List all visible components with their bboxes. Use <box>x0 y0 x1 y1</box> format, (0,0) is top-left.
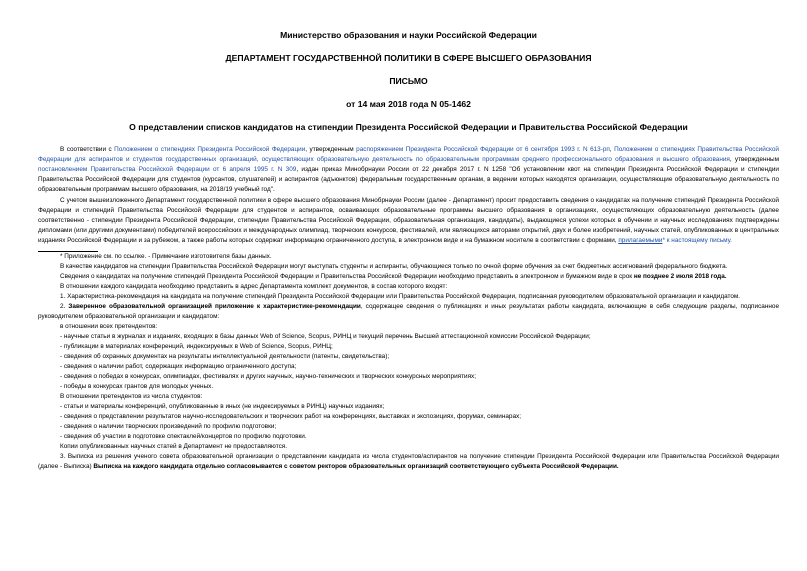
footnote: * Приложение см. по ссылке. - Примечание изготовителя базы данных. <box>60 253 272 260</box>
link-resolution-309[interactable]: постановлением Правительства Российской Федерации от 6 апреля 1995 г. N 309 <box>38 166 297 173</box>
paragraph-6: 1. Характеристика-рекомендация на кандидата на получение стипендий Президента Российской Федерации или Правительства Российской Федерации, подписанная руководителем образовательной организации и кандидатом. <box>60 293 741 300</box>
list-item: - статьи и материалы конференций, опубликованные в иных (не индексируемых в РИНЦ) научных изданиях; <box>60 403 385 410</box>
copies-note: Копии опубликованных научных статей в Департамент не предоставляются. <box>60 443 287 450</box>
deadline: не позднее 2 июля 2018 года. <box>633 273 727 280</box>
paragraph-7: 2. Заверенное образовательной организацией приложение к характеристике-рекомендации, содержащее сведения о публикациях и иных результатах работы кандидата, включающие в себя следующие разделы, подписанное руководителем образовательной организации и кандидатом: <box>38 303 779 320</box>
list-item: - сведения об участии в подготовке спектаклей/концертов по профилю подготовки. <box>60 433 307 440</box>
paragraph-5: В отношении каждого кандидата необходимо представить в адрес Департамента комплект документов, в состав которого входят: <box>60 283 448 290</box>
list-item: - сведения о наличии творческих произведений по профилю подготовки; <box>60 423 277 430</box>
doc-subject: О представлении списков кандидатов на стипендии Президента Российской Федерации и Правительства Российской Федерации <box>129 122 688 132</box>
paragraph-2: С учетом вышеизложенного Департамент государственной политики в сфере высшего образования Минобрнауки России (далее - Департамент) просит предоставить сведения о кандидатах на получение стипендий Президента Российской Федерации и стипендий Правительства Российской Федерации для студентов и аспирантов, осваивающих образовательные программы высшего образования в организациях, осуществляющих образовательную деятельность (далее соответственно - стипендии Президента Российской Федерации, стипендии Правительства Российской Федерации, образовательная организация, кандидаты), выдающиеся успехи которых в обучении и научных исследованиях подтверждены дипломами (или другими документами) победителей всероссийских и международных олимпиад, творческих конкурсов, фестивалей, или являющихся авторами открытий, двух и более изобретений, научных статей, опубликованных в центральных изданиях Российской Федерации и за рубежом, а также работы которых содержат информацию ограниченного доступа, в электронном виде и на бумажном носителе в соответствии с формами, прилагаемыми* к настоящему письму. <box>38 197 779 244</box>
paragraph-3: В качестве кандидатов на стипендии Правительства Российской Федерации могут выступать студенты и аспиранты, обучающиеся только по очной форме обучения за счет бюджетных ассигнований федерального бюджета. <box>60 263 728 270</box>
list-item: - научные статьи в журналах и изданиях, входящих в базы данных Web of Science, Scopus, РИНЦ и текущий перечень Высшей аттестационной комиссии Российской Федерации; <box>60 333 591 340</box>
list-item: - сведения о наличии работ, содержащих информацию ограниченного доступа; <box>60 363 297 370</box>
paragraph-8: 3. Выписка из решения ученого совета образовательной организации о представлении кандидата из числа студентов/аспирантов на получение стипендии Президента Российской Федерации или Правительства Российской Федерации (далее - Выписка) Выписка на каждого кандидата отдельно согласовывается с советом ректоров образовательных организаций соответствующего субъекта Российской Федерации. <box>38 453 779 470</box>
list-item: - победы в конкурсах грантов для молодых ученых. <box>60 383 214 390</box>
list-item: - сведения об охранных документах на результаты интеллектуальной деятельности (патенты, свидетельства); <box>60 353 390 360</box>
link-order-613[interactable]: распоряжением Президента Российской Федерации от 6 сентября 1993 г. N 613-рп <box>356 146 610 153</box>
paragraph-1: В соответствии с Положением о стипендиях Президента Российской Федерации, утвержденным распоряжением Президента Российской Федерации от 6 сентября 1993 г. N 613-рп, Положением о стипендиях Правительства Российской Федерации для аспирантов и студентов государственных организаций, осуществляющих образовательную деятельность по образовательным программам среднего профессионального образования и высшего образования, утвержденным постановлением Правительства Российской Федерации от 6 апреля 1995 г. N 309, издан приказ Минобрнауки России от 22 декабря 2017 г. N 1258 "Об установлении квот на стипендии Президента Российской Федерации и стипендии Правительства Российской Федерации для студентов (курсантов, слушателей) и аспирантов (адъюнктов) федеральным государственным органам, в ведении которых находятся организации, осуществляющие образовательную деятельность по образовательным программам высшего образования, на 2018/19 учебный год". <box>38 146 780 193</box>
doc-type: ПИСЬМО <box>389 76 428 86</box>
paragraph-4: Сведения о кандидатах на получение стипендий Президента Российской Федерации и Правительства Российской Федерации необходимо представить в электронном и бумажном виде в срок не позднее 2 июля 2018 года. <box>60 273 727 280</box>
department-title: ДЕПАРТАМЕНТ ГОСУДАРСТВЕННОЙ ПОЛИТИКИ В СФЕРЕ ВЫСШЕГО ОБРАЗОВАНИЯ <box>225 53 592 63</box>
link-government-stipend-regulation[interactable]: Положением о стипендиях Правительства Российской Федерации для аспирантов и студентов государственных организаций, осуществляющих образовательную деятельность по образовательным программам среднего профессионального образования и высшего образования <box>38 146 780 163</box>
all-candidates-label: в отношении всех претендентов: <box>60 323 158 330</box>
ministry-title: Министерство образования и науки Российской Федерации <box>280 30 537 40</box>
students-label: В отношении претендентов из числа студентов: <box>60 393 203 400</box>
doc-date-number: от 14 мая 2018 года N 05-1462 <box>346 99 471 109</box>
list-item: - публикации в материалах конференций, индексируемых в Web of Science, Scopus, РИНЦ; <box>60 343 333 350</box>
list-item: - сведения о представлении результатов научно-исследовательских и творческих работ на конференциях, выставках и экспозициях, форумах, семинарах; <box>60 413 522 420</box>
link-president-stipend-regulation[interactable]: Положением о стипендиях Президента Российской Федерации <box>114 146 306 153</box>
document-page <box>38 30 779 472</box>
link-attached-forms[interactable]: прилагаемыми <box>618 237 663 244</box>
list-item: - сведения о победах в конкурсах, олимпиадах, фестивалях и других научных, научно-технических и творческих конкурсных мероприятиях; <box>60 373 477 380</box>
